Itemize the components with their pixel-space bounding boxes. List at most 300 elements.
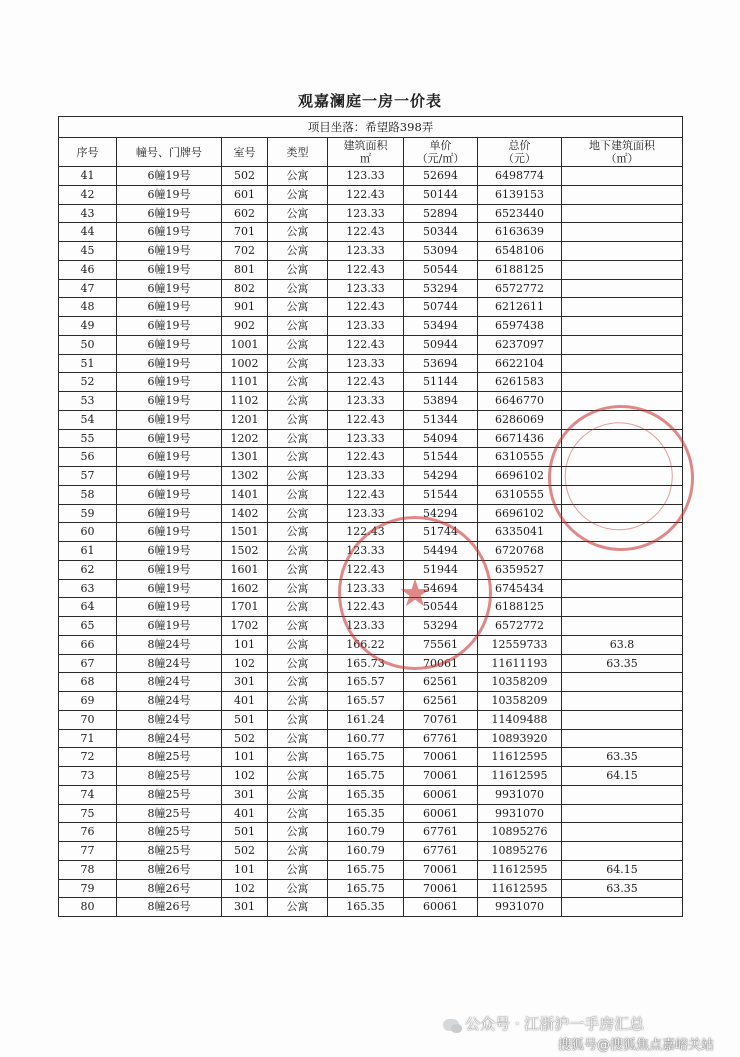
cell-area: 122.43 — [328, 260, 404, 279]
cell-unit-price: 51744 — [404, 523, 478, 542]
cell-seq: 41 — [59, 167, 117, 186]
cell-building: 6幢19号 — [117, 223, 222, 242]
project-location: 项目坐落：希望路398弄 — [59, 117, 683, 138]
cell-basement-area — [562, 692, 683, 711]
table-row — [59, 242, 683, 261]
cell-unit-price: 60061 — [404, 785, 478, 804]
cell-total-price: 6335041 — [478, 523, 562, 542]
cell-total-price: 12559733 — [478, 635, 562, 654]
cell-building: 6幢19号 — [117, 598, 222, 617]
cell-building: 6幢19号 — [117, 298, 222, 317]
cell-basement-area: 63.35 — [562, 879, 683, 898]
cell-room: 1301 — [222, 448, 268, 467]
cell-seq: 46 — [59, 260, 117, 279]
header-price-unit: （元/㎡） — [416, 152, 465, 165]
cell-basement-area — [562, 898, 683, 917]
cell-building: 6幢19号 — [117, 485, 222, 504]
table-row — [59, 767, 683, 786]
cell-type: 公寓 — [268, 879, 328, 898]
cell-room: 1001 — [222, 335, 268, 354]
table-row — [59, 392, 683, 411]
cell-basement-area — [562, 504, 683, 523]
cell-room: 502 — [222, 729, 268, 748]
cell-basement-area: 64.15 — [562, 767, 683, 786]
cell-total-price: 6359527 — [478, 560, 562, 579]
cell-total-price: 11611193 — [478, 654, 562, 673]
cell-total-price: 11612595 — [478, 879, 562, 898]
cell-seq: 68 — [59, 673, 117, 692]
cell-type: 公寓 — [268, 317, 328, 336]
cell-type: 公寓 — [268, 410, 328, 429]
cell-type: 公寓 — [268, 710, 328, 729]
cell-seq: 48 — [59, 298, 117, 317]
cell-area: 122.43 — [328, 185, 404, 204]
cell-seq: 44 — [59, 223, 117, 242]
cell-building: 8幢25号 — [117, 842, 222, 861]
cell-unit-price: 67761 — [404, 842, 478, 861]
cell-seq: 47 — [59, 279, 117, 298]
cell-seq: 59 — [59, 504, 117, 523]
table-row — [59, 617, 683, 636]
table-row — [59, 373, 683, 392]
cell-area: 123.33 — [328, 317, 404, 336]
cell-basement-area — [562, 785, 683, 804]
cell-area: 122.43 — [328, 448, 404, 467]
cell-total-price: 6498774 — [478, 167, 562, 186]
cell-unit-price: 50544 — [404, 598, 478, 617]
cell-building: 8幢24号 — [117, 654, 222, 673]
cell-building: 8幢25号 — [117, 804, 222, 823]
cell-basement-area: 63.35 — [562, 654, 683, 673]
cell-unit-price: 51544 — [404, 448, 478, 467]
cell-area: 165.75 — [328, 860, 404, 879]
cell-unit-price: 51544 — [404, 485, 478, 504]
cell-seq: 75 — [59, 804, 117, 823]
cell-seq: 80 — [59, 898, 117, 917]
cell-total-price: 6139153 — [478, 185, 562, 204]
cell-type: 公寓 — [268, 767, 328, 786]
cell-room: 1201 — [222, 410, 268, 429]
table-row — [59, 692, 683, 711]
cell-area: 122.43 — [328, 598, 404, 617]
cell-total-price: 6720768 — [478, 542, 562, 561]
cell-building: 6幢19号 — [117, 448, 222, 467]
table-row — [59, 860, 683, 879]
cell-seq: 49 — [59, 317, 117, 336]
cell-basement-area — [562, 729, 683, 748]
cell-area: 123.33 — [328, 467, 404, 486]
cell-basement-area — [562, 392, 683, 411]
cell-type: 公寓 — [268, 373, 328, 392]
seal-star-icon: ★ — [397, 571, 433, 615]
cell-total-price: 10358209 — [478, 692, 562, 711]
cell-room: 1302 — [222, 467, 268, 486]
cell-type: 公寓 — [268, 560, 328, 579]
cell-room: 101 — [222, 635, 268, 654]
header-basement-label: 地下建筑面积 — [589, 139, 656, 152]
cell-type: 公寓 — [268, 298, 328, 317]
cell-building: 8幢26号 — [117, 879, 222, 898]
cell-room: 1502 — [222, 542, 268, 561]
cell-unit-price: 70061 — [404, 879, 478, 898]
table-row — [59, 279, 683, 298]
table-row — [59, 354, 683, 373]
cell-unit-price: 53894 — [404, 392, 478, 411]
cell-seq: 79 — [59, 879, 117, 898]
cell-area: 122.43 — [328, 223, 404, 242]
cell-total-price: 6310555 — [478, 485, 562, 504]
header-area-label: 建筑面积 — [343, 139, 388, 152]
cell-type: 公寓 — [268, 167, 328, 186]
cell-room: 401 — [222, 692, 268, 711]
cell-total-price: 6622104 — [478, 354, 562, 373]
cell-type: 公寓 — [268, 523, 328, 542]
cell-total-price: 6163639 — [478, 223, 562, 242]
cell-seq: 72 — [59, 748, 117, 767]
cell-total-price: 11612595 — [478, 860, 562, 879]
cell-basement-area — [562, 842, 683, 861]
header-total-unit: （元） — [503, 152, 536, 165]
cell-room: 1202 — [222, 429, 268, 448]
cell-total-price: 6572772 — [478, 617, 562, 636]
cell-building: 8幢24号 — [117, 635, 222, 654]
cell-total-price: 9931070 — [478, 898, 562, 917]
header-basement-unit: （㎡） — [605, 152, 639, 165]
cell-room: 301 — [222, 785, 268, 804]
cell-type: 公寓 — [268, 279, 328, 298]
cell-building: 6幢19号 — [117, 560, 222, 579]
cell-seq: 51 — [59, 354, 117, 373]
cell-unit-price: 53294 — [404, 617, 478, 636]
cell-type: 公寓 — [268, 598, 328, 617]
cell-building: 6幢19号 — [117, 335, 222, 354]
cell-building: 6幢19号 — [117, 354, 222, 373]
table-row — [59, 167, 683, 186]
cell-area: 123.33 — [328, 542, 404, 561]
cell-room: 1601 — [222, 560, 268, 579]
cell-basement-area — [562, 317, 683, 336]
price-table — [58, 116, 683, 917]
cell-room: 901 — [222, 298, 268, 317]
cell-type: 公寓 — [268, 823, 328, 842]
cell-building: 8幢24号 — [117, 729, 222, 748]
cell-type: 公寓 — [268, 429, 328, 448]
cell-room: 502 — [222, 842, 268, 861]
table-row — [59, 185, 683, 204]
cell-building: 6幢19号 — [117, 317, 222, 336]
cell-room: 602 — [222, 204, 268, 223]
cell-unit-price: 67761 — [404, 823, 478, 842]
cell-unit-price: 50744 — [404, 298, 478, 317]
cell-basement-area — [562, 485, 683, 504]
table-row — [59, 429, 683, 448]
cell-seq: 61 — [59, 542, 117, 561]
cell-basement-area — [562, 467, 683, 486]
cell-room: 902 — [222, 317, 268, 336]
cell-basement-area: 63.35 — [562, 748, 683, 767]
cell-total-price: 10893920 — [478, 729, 562, 748]
wechat-icon — [443, 1019, 459, 1031]
cell-building: 6幢19号 — [117, 410, 222, 429]
cell-unit-price: 67761 — [404, 729, 478, 748]
cell-area: 166.22 — [328, 635, 404, 654]
cell-area: 122.43 — [328, 298, 404, 317]
cell-basement-area — [562, 523, 683, 542]
cell-room: 101 — [222, 860, 268, 879]
cell-unit-price: 54694 — [404, 579, 478, 598]
cell-seq: 76 — [59, 823, 117, 842]
cell-area: 165.35 — [328, 898, 404, 917]
cell-unit-price: 70061 — [404, 748, 478, 767]
cell-unit-price: 50944 — [404, 335, 478, 354]
cell-total-price: 6548106 — [478, 242, 562, 261]
header-area-unit: ㎡ — [360, 152, 371, 165]
cell-room: 1402 — [222, 504, 268, 523]
cell-building: 6幢19号 — [117, 579, 222, 598]
cell-unit-price: 60061 — [404, 898, 478, 917]
cell-unit-price: 50344 — [404, 223, 478, 242]
header-price-label: 单价 — [429, 139, 452, 152]
cell-room: 1002 — [222, 354, 268, 373]
cell-basement-area — [562, 204, 683, 223]
cell-area: 123.33 — [328, 617, 404, 636]
table-row — [59, 504, 683, 523]
cell-basement-area — [562, 373, 683, 392]
wechat-watermark-text: 公众号 · 江浙沪一手房汇总 — [465, 1015, 645, 1033]
cell-building: 8幢24号 — [117, 673, 222, 692]
table-row — [59, 410, 683, 429]
cell-area: 165.57 — [328, 692, 404, 711]
table-row — [59, 879, 683, 898]
cell-building: 6幢19号 — [117, 523, 222, 542]
table-row — [59, 260, 683, 279]
cell-unit-price: 51944 — [404, 560, 478, 579]
cell-room: 1401 — [222, 485, 268, 504]
cell-total-price: 6671436 — [478, 429, 562, 448]
table-row — [59, 898, 683, 917]
cell-room: 102 — [222, 767, 268, 786]
cell-seq: 52 — [59, 373, 117, 392]
table-row — [59, 317, 683, 336]
cell-total-price: 11612595 — [478, 767, 562, 786]
cell-basement-area — [562, 354, 683, 373]
table-row — [59, 298, 683, 317]
table-row — [59, 485, 683, 504]
cell-room: 502 — [222, 167, 268, 186]
cell-room: 401 — [222, 804, 268, 823]
cell-type: 公寓 — [268, 223, 328, 242]
cell-seq: 78 — [59, 860, 117, 879]
cell-type: 公寓 — [268, 185, 328, 204]
cell-total-price: 6696102 — [478, 467, 562, 486]
cell-total-price: 10895276 — [478, 823, 562, 842]
cell-type: 公寓 — [268, 467, 328, 486]
cell-seq: 45 — [59, 242, 117, 261]
cell-room: 501 — [222, 823, 268, 842]
table-row — [59, 542, 683, 561]
table-row — [59, 448, 683, 467]
cell-seq: 64 — [59, 598, 117, 617]
cell-area: 123.33 — [328, 504, 404, 523]
cell-seq: 70 — [59, 710, 117, 729]
cell-area: 123.33 — [328, 242, 404, 261]
cell-type: 公寓 — [268, 748, 328, 767]
cell-building: 6幢19号 — [117, 204, 222, 223]
cell-type: 公寓 — [268, 635, 328, 654]
cell-building: 6幢19号 — [117, 260, 222, 279]
cell-room: 801 — [222, 260, 268, 279]
cell-type: 公寓 — [268, 354, 328, 373]
cell-room: 701 — [222, 223, 268, 242]
cell-type: 公寓 — [268, 898, 328, 917]
cell-seq: 73 — [59, 767, 117, 786]
cell-area: 123.33 — [328, 279, 404, 298]
header-room: 室号 — [222, 138, 268, 167]
cell-building: 6幢19号 — [117, 279, 222, 298]
table-row — [59, 204, 683, 223]
cell-area: 123.33 — [328, 354, 404, 373]
cell-room: 301 — [222, 898, 268, 917]
cell-unit-price: 51144 — [404, 373, 478, 392]
cell-total-price: 11612595 — [478, 748, 562, 767]
table-row — [59, 842, 683, 861]
cell-unit-price: 70061 — [404, 767, 478, 786]
cell-type: 公寓 — [268, 692, 328, 711]
cell-unit-price: 70061 — [404, 654, 478, 673]
cell-unit-price: 53094 — [404, 242, 478, 261]
table-row — [59, 804, 683, 823]
table-row — [59, 523, 683, 542]
table-row — [59, 335, 683, 354]
cell-basement-area — [562, 260, 683, 279]
cell-total-price: 6310555 — [478, 448, 562, 467]
cell-building: 8幢25号 — [117, 748, 222, 767]
table-row — [59, 654, 683, 673]
cell-unit-price: 62561 — [404, 673, 478, 692]
cell-basement-area — [562, 335, 683, 354]
cell-area: 165.75 — [328, 767, 404, 786]
cell-area: 160.77 — [328, 729, 404, 748]
cell-building: 6幢19号 — [117, 617, 222, 636]
cell-unit-price: 62561 — [404, 692, 478, 711]
cell-type: 公寓 — [268, 673, 328, 692]
header-building: 幢号、门牌号 — [117, 138, 222, 167]
cell-basement-area — [562, 185, 683, 204]
cell-basement-area — [562, 223, 683, 242]
cell-seq: 58 — [59, 485, 117, 504]
cell-seq: 57 — [59, 467, 117, 486]
cell-basement-area — [562, 617, 683, 636]
cell-building: 8幢26号 — [117, 898, 222, 917]
cell-type: 公寓 — [268, 242, 328, 261]
document-title: 观嘉澜庭一房一价表 — [297, 92, 442, 110]
cell-type: 公寓 — [268, 448, 328, 467]
cell-total-price: 10358209 — [478, 673, 562, 692]
cell-basement-area — [562, 429, 683, 448]
cell-seq: 53 — [59, 392, 117, 411]
table-row — [59, 467, 683, 486]
cell-area: 165.75 — [328, 748, 404, 767]
cell-total-price: 6237097 — [478, 335, 562, 354]
cell-unit-price: 51344 — [404, 410, 478, 429]
cell-total-price: 6597438 — [478, 317, 562, 336]
cell-seq: 69 — [59, 692, 117, 711]
cell-type: 公寓 — [268, 335, 328, 354]
cell-room: 1101 — [222, 373, 268, 392]
cell-type: 公寓 — [268, 579, 328, 598]
cell-type: 公寓 — [268, 804, 328, 823]
cell-building: 8幢25号 — [117, 785, 222, 804]
cell-total-price: 9931070 — [478, 785, 562, 804]
cell-room: 802 — [222, 279, 268, 298]
cell-room: 1702 — [222, 617, 268, 636]
cell-room: 1501 — [222, 523, 268, 542]
cell-seq: 67 — [59, 654, 117, 673]
cell-building: 6幢19号 — [117, 242, 222, 261]
table-row — [59, 635, 683, 654]
cell-total-price: 6188125 — [478, 260, 562, 279]
table-row — [59, 579, 683, 598]
cell-unit-price: 52894 — [404, 204, 478, 223]
cell-seq: 71 — [59, 729, 117, 748]
cell-basement-area: 63.8 — [562, 635, 683, 654]
cell-basement-area — [562, 542, 683, 561]
table-row — [59, 748, 683, 767]
header-total — [478, 138, 562, 167]
cell-seq: 65 — [59, 617, 117, 636]
cell-building: 8幢25号 — [117, 767, 222, 786]
cell-unit-price: 54494 — [404, 542, 478, 561]
table-row — [59, 785, 683, 804]
cell-basement-area — [562, 448, 683, 467]
cell-unit-price: 53694 — [404, 354, 478, 373]
cell-basement-area — [562, 579, 683, 598]
cell-area: 122.43 — [328, 373, 404, 392]
cell-basement-area — [562, 598, 683, 617]
cell-basement-area — [562, 279, 683, 298]
header-seq: 序号 — [59, 138, 117, 167]
cell-basement-area — [562, 560, 683, 579]
header-row — [59, 138, 683, 167]
cell-area: 122.43 — [328, 523, 404, 542]
cell-building: 6幢19号 — [117, 467, 222, 486]
cell-total-price: 6646770 — [478, 392, 562, 411]
cell-unit-price: 70061 — [404, 860, 478, 879]
cell-building: 8幢25号 — [117, 823, 222, 842]
cell-area: 122.43 — [328, 410, 404, 429]
cell-room: 1701 — [222, 598, 268, 617]
cell-seq: 42 — [59, 185, 117, 204]
cell-area: 122.43 — [328, 485, 404, 504]
cell-area: 165.73 — [328, 654, 404, 673]
cell-type: 公寓 — [268, 204, 328, 223]
cell-type: 公寓 — [268, 842, 328, 861]
cell-area: 165.35 — [328, 785, 404, 804]
cell-type: 公寓 — [268, 785, 328, 804]
cell-type: 公寓 — [268, 617, 328, 636]
cell-seq: 62 — [59, 560, 117, 579]
table-row — [59, 823, 683, 842]
cell-building: 6幢19号 — [117, 185, 222, 204]
cell-total-price: 6286069 — [478, 410, 562, 429]
cell-total-price: 11409488 — [478, 710, 562, 729]
cell-unit-price: 52694 — [404, 167, 478, 186]
cell-building: 6幢19号 — [117, 392, 222, 411]
cell-room: 1602 — [222, 579, 268, 598]
cell-unit-price: 53294 — [404, 279, 478, 298]
table-row — [59, 598, 683, 617]
wechat-watermark — [443, 1013, 644, 1034]
